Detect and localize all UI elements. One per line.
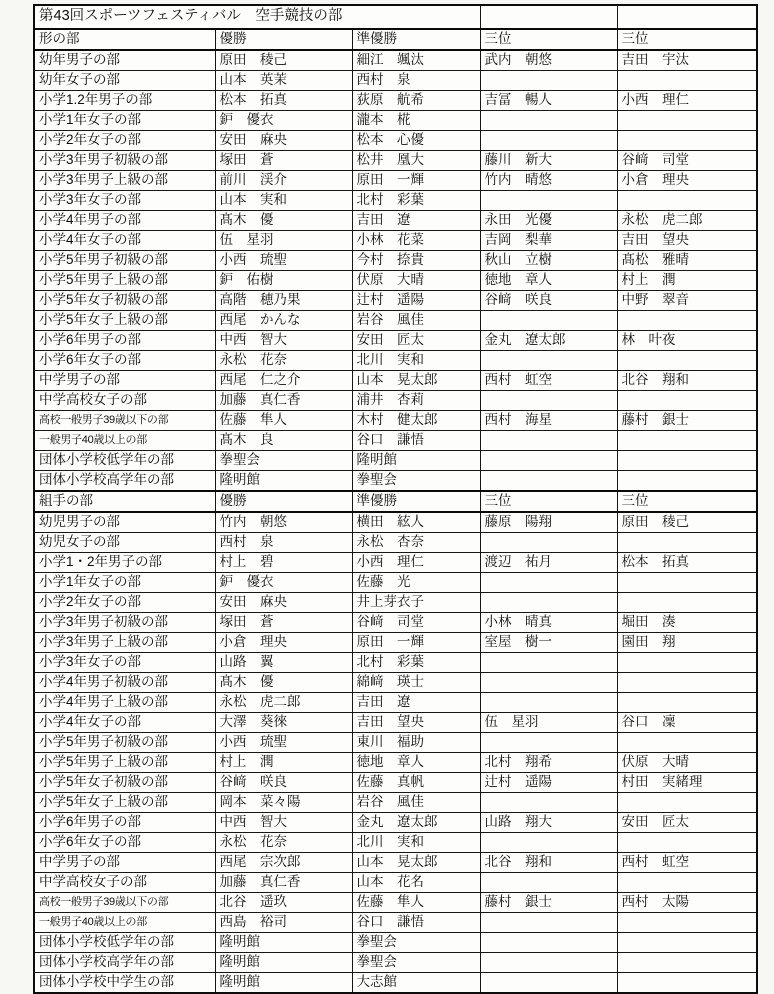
- table-row: [34, 973, 757, 994]
- third-place-cell-2: 吉田 宇汰: [617, 50, 757, 71]
- division-cell: 一般男子40歳以上の部: [34, 431, 215, 451]
- third-place-cell: [480, 733, 617, 753]
- division-cell: 小学4年男子初級の部: [34, 673, 215, 693]
- third-place-cell-2: [617, 573, 757, 593]
- division-cell: 小学5年男子初級の部: [34, 251, 215, 271]
- division-cell: 小学1・2年男子の部: [34, 553, 215, 573]
- winner-cell: 高階 穂乃果: [215, 291, 352, 311]
- runner-up-cell: 岩谷 風佳: [352, 793, 480, 813]
- division-cell: 小学4年男子の部: [34, 211, 215, 231]
- third-place-cell-2: [617, 673, 757, 693]
- third-place-cell-2: 谷﨑 司堂: [617, 151, 757, 171]
- division-cell: 小学1年女子の部: [34, 573, 215, 593]
- table-row: [34, 191, 757, 211]
- table-row: [34, 451, 757, 471]
- column-header: 三位: [617, 29, 757, 50]
- division-cell: 小学5年女子初級の部: [34, 291, 215, 311]
- third-place-cell: [480, 351, 617, 371]
- runner-up-cell: 瀧本 椛: [352, 111, 480, 131]
- title-empty-cell: [480, 5, 617, 29]
- runner-up-cell: 佐藤 真帆: [352, 773, 480, 793]
- runner-up-cell: 東川 福助: [352, 733, 480, 753]
- column-header: 三位: [480, 29, 617, 50]
- winner-cell: 村上 潤: [215, 753, 352, 773]
- section-header-row: [34, 29, 757, 50]
- runner-up-cell: 山本 晃太郎: [352, 371, 480, 391]
- table-row: [34, 533, 757, 553]
- runner-up-cell: 今村 捺貴: [352, 251, 480, 271]
- division-cell: 中学男子の部: [34, 371, 215, 391]
- third-place-cell-2: 伏原 大晴: [617, 753, 757, 773]
- division-cell: 小学5年男子上級の部: [34, 271, 215, 291]
- third-place-cell: [480, 593, 617, 613]
- division-cell: 中学高校女子の部: [34, 391, 215, 411]
- winner-cell: 西島 裕司: [215, 913, 352, 933]
- winner-cell: 西尾 宗次郎: [215, 853, 352, 873]
- third-place-cell: 辻村 遥陽: [480, 773, 617, 793]
- third-place-cell: [480, 573, 617, 593]
- runner-up-cell: 小林 花菜: [352, 231, 480, 251]
- table-row: [34, 371, 757, 391]
- winner-cell: 竹内 朝悠: [215, 512, 352, 533]
- table-row: [34, 151, 757, 171]
- third-place-cell-2: 西村 太陽: [617, 893, 757, 913]
- third-place-cell-2: 吉田 望央: [617, 231, 757, 251]
- table-row: [34, 411, 757, 431]
- third-place-cell: 秋山 立樹: [480, 251, 617, 271]
- winner-cell: 髙木 優: [215, 673, 352, 693]
- table-row: [34, 251, 757, 271]
- division-cell: 小学6年男子の部: [34, 813, 215, 833]
- table-row: [34, 913, 757, 933]
- table-row: [34, 351, 757, 371]
- runner-up-cell: 佐藤 隼人: [352, 893, 480, 913]
- table-row: [34, 231, 757, 251]
- winner-cell: 鈩 佑樹: [215, 271, 352, 291]
- third-place-cell: 渡辺 祐月: [480, 553, 617, 573]
- third-place-cell: 伍 星羽: [480, 713, 617, 733]
- third-place-cell: [480, 833, 617, 853]
- third-place-cell: [480, 693, 617, 713]
- third-place-cell-2: [617, 913, 757, 933]
- third-place-cell: [480, 391, 617, 411]
- winner-cell: 前川 渓介: [215, 171, 352, 191]
- third-place-cell: 吉岡 梨華: [480, 231, 617, 251]
- runner-up-cell: 谷口 謙悟: [352, 913, 480, 933]
- winner-cell: 髙木 良: [215, 431, 352, 451]
- runner-up-cell: 松井 凰大: [352, 151, 480, 171]
- runner-up-cell: 隆明館: [352, 451, 480, 471]
- runner-up-cell: 永松 杏奈: [352, 533, 480, 553]
- runner-up-cell: 吉田 遼: [352, 211, 480, 231]
- division-cell: 幼児男子の部: [34, 512, 215, 533]
- third-place-cell: [480, 131, 617, 151]
- winner-cell: 西村 泉: [215, 533, 352, 553]
- winner-cell: 鈩 優衣: [215, 111, 352, 131]
- table-row: [34, 953, 757, 973]
- third-place-cell-2: [617, 953, 757, 973]
- table-row: [34, 813, 757, 833]
- runner-up-cell: 徳地 章人: [352, 753, 480, 773]
- winner-cell: 中西 智大: [215, 813, 352, 833]
- winner-cell: 北谷 遥玖: [215, 893, 352, 913]
- runner-up-cell: 吉田 望央: [352, 713, 480, 733]
- runner-up-cell: 安田 匠太: [352, 331, 480, 351]
- kata-section: [34, 29, 757, 491]
- column-header: 三位: [480, 491, 617, 512]
- third-place-cell: [480, 873, 617, 893]
- third-place-cell-2: [617, 733, 757, 753]
- third-place-cell: 谷﨑 咲良: [480, 291, 617, 311]
- third-place-cell: [480, 953, 617, 973]
- third-place-cell-2: 小倉 理央: [617, 171, 757, 191]
- table-row: [34, 713, 757, 733]
- winner-cell: 加藤 真仁香: [215, 873, 352, 893]
- third-place-cell: 北谷 翔和: [480, 853, 617, 873]
- third-place-cell: [480, 793, 617, 813]
- third-place-cell: 小林 晴真: [480, 613, 617, 633]
- division-cell: 小学4年女子の部: [34, 231, 215, 251]
- runner-up-cell: 拳聖会: [352, 933, 480, 953]
- third-place-cell: 武内 朝悠: [480, 50, 617, 71]
- third-place-cell: 永田 光優: [480, 211, 617, 231]
- division-cell: 小学5年女子初級の部: [34, 773, 215, 793]
- third-place-cell: 吉冨 暢人: [480, 91, 617, 111]
- division-cell: 団体小学校低学年の部: [34, 933, 215, 953]
- third-place-cell-2: [617, 191, 757, 211]
- runner-up-cell: 細江 颯汰: [352, 50, 480, 71]
- third-place-cell-2: [617, 351, 757, 371]
- third-place-cell: 藤川 新大: [480, 151, 617, 171]
- table-row: [34, 773, 757, 793]
- winner-cell: 山本 実和: [215, 191, 352, 211]
- runner-up-cell: 山本 花名: [352, 873, 480, 893]
- winner-cell: 髙木 優: [215, 211, 352, 231]
- winner-cell: 小倉 理央: [215, 633, 352, 653]
- table-row: [34, 573, 757, 593]
- third-place-cell-2: 小西 理仁: [617, 91, 757, 111]
- division-cell: 小学5年男子上級の部: [34, 753, 215, 773]
- third-place-cell: [480, 111, 617, 131]
- third-place-cell-2: [617, 873, 757, 893]
- third-place-cell-2: 村田 実緒理: [617, 773, 757, 793]
- runner-up-cell: 浦井 杏莉: [352, 391, 480, 411]
- winner-cell: 永松 虎二郎: [215, 693, 352, 713]
- winner-cell: 永松 花奈: [215, 351, 352, 371]
- column-header: 三位: [617, 491, 757, 512]
- winner-cell: 小西 琉聖: [215, 251, 352, 271]
- third-place-cell-2: [617, 111, 757, 131]
- third-place-cell: [480, 311, 617, 331]
- division-cell: 団体小学校高学年の部: [34, 953, 215, 973]
- runner-up-cell: 大志館: [352, 973, 480, 994]
- table-row: [34, 553, 757, 573]
- division-cell: 高校一般男子39歳以下の部: [34, 893, 215, 913]
- division-cell: 中学男子の部: [34, 853, 215, 873]
- third-place-cell: 金丸 遼太郎: [480, 331, 617, 351]
- winner-cell: 塚田 蒼: [215, 613, 352, 633]
- third-place-cell-2: [617, 131, 757, 151]
- third-place-cell: 北村 翔希: [480, 753, 617, 773]
- winner-cell: 塚田 蒼: [215, 151, 352, 171]
- winner-cell: 加藤 真仁香: [215, 391, 352, 411]
- winner-cell: 隆明館: [215, 973, 352, 994]
- third-place-cell: [480, 653, 617, 673]
- table-row: [34, 71, 757, 91]
- winner-cell: 西尾 かんな: [215, 311, 352, 331]
- runner-up-cell: 横田 絃人: [352, 512, 480, 533]
- title-row: [34, 5, 757, 29]
- runner-up-cell: 井上芽衣子: [352, 593, 480, 613]
- third-place-cell-2: 西村 虹空: [617, 853, 757, 873]
- runner-up-cell: 辻村 遥陽: [352, 291, 480, 311]
- winner-cell: 松本 拓真: [215, 91, 352, 111]
- winner-cell: 谷﨑 咲良: [215, 773, 352, 793]
- division-cell: 小学6年女子の部: [34, 833, 215, 853]
- third-place-cell-2: [617, 471, 757, 492]
- third-place-cell: [480, 471, 617, 492]
- table-row: [34, 653, 757, 673]
- third-place-cell-2: 永松 虎二郎: [617, 211, 757, 231]
- table-row: [34, 271, 757, 291]
- column-header: 形の部: [34, 29, 215, 50]
- table-row: [34, 833, 757, 853]
- runner-up-cell: 金丸 遼太郎: [352, 813, 480, 833]
- runner-up-cell: 北川 実和: [352, 833, 480, 853]
- third-place-cell-2: 堀田 湊: [617, 613, 757, 633]
- third-place-cell: [480, 533, 617, 553]
- third-place-cell-2: 谷口 凜: [617, 713, 757, 733]
- third-place-cell-2: 北谷 翔和: [617, 371, 757, 391]
- runner-up-cell: 北村 彩葉: [352, 653, 480, 673]
- third-place-cell: [480, 973, 617, 994]
- third-place-cell-2: 中野 翠音: [617, 291, 757, 311]
- winner-cell: 安田 麻央: [215, 131, 352, 151]
- runner-up-cell: 山本 晃太郎: [352, 853, 480, 873]
- title-empty-cell: [617, 5, 757, 29]
- division-cell: 小学3年男子初級の部: [34, 613, 215, 633]
- division-cell: 一般男子40歳以上の部: [34, 913, 215, 933]
- third-place-cell-2: [617, 391, 757, 411]
- division-cell: 中学高校女子の部: [34, 873, 215, 893]
- column-header: 準優勝: [352, 29, 480, 50]
- third-place-cell-2: 原田 稜己: [617, 512, 757, 533]
- third-place-cell: 室屋 樹一: [480, 633, 617, 653]
- runner-up-cell: 北川 実和: [352, 351, 480, 371]
- third-place-cell-2: 松本 拓真: [617, 553, 757, 573]
- table-row: [34, 613, 757, 633]
- winner-cell: 中西 智大: [215, 331, 352, 351]
- table-row: [34, 753, 757, 773]
- third-place-cell: 西村 虹空: [480, 371, 617, 391]
- third-place-cell-2: [617, 533, 757, 553]
- page-title: 第43回スポーツフェスティバル 空手競技の部: [34, 5, 480, 29]
- winner-cell: 村上 碧: [215, 553, 352, 573]
- winner-cell: 原田 稜己: [215, 50, 352, 71]
- kumite-section: [34, 491, 757, 993]
- table-row: [34, 111, 757, 131]
- karate-results-table: [33, 4, 758, 994]
- column-header: 準優勝: [352, 491, 480, 512]
- table-row: [34, 893, 757, 913]
- third-place-cell-2: [617, 833, 757, 853]
- runner-up-cell: 北村 彩葉: [352, 191, 480, 211]
- table-row: [34, 131, 757, 151]
- third-place-cell-2: 安田 匠太: [617, 813, 757, 833]
- table-row: [34, 311, 757, 331]
- division-cell: 小学3年男子上級の部: [34, 633, 215, 653]
- column-header: 優勝: [215, 491, 352, 512]
- winner-cell: 山本 英茉: [215, 71, 352, 91]
- division-cell: 小学2年女子の部: [34, 131, 215, 151]
- table-row: [34, 471, 757, 492]
- table-row: [34, 50, 757, 71]
- winner-cell: 岡本 菜々陽: [215, 793, 352, 813]
- runner-up-cell: 佐藤 光: [352, 573, 480, 593]
- winner-cell: 隆明館: [215, 953, 352, 973]
- division-cell: 小学3年男子初級の部: [34, 151, 215, 171]
- section-header-row: [34, 491, 757, 512]
- table-row: [34, 933, 757, 953]
- runner-up-cell: 原田 一輝: [352, 171, 480, 191]
- third-place-cell: 山路 翔大: [480, 813, 617, 833]
- division-cell: 小学3年男子上級の部: [34, 171, 215, 191]
- table-row: [34, 693, 757, 713]
- table-row: [34, 431, 757, 451]
- winner-cell: 山路 翼: [215, 653, 352, 673]
- division-cell: 団体小学校中学生の部: [34, 973, 215, 994]
- table-row: [34, 853, 757, 873]
- division-cell: 小学3年女子の部: [34, 653, 215, 673]
- table-row: [34, 633, 757, 653]
- runner-up-cell: 拳聖会: [352, 471, 480, 492]
- third-place-cell-2: [617, 311, 757, 331]
- winner-cell: 鈩 優衣: [215, 573, 352, 593]
- winner-cell: 大澤 葵徠: [215, 713, 352, 733]
- third-place-cell-2: [617, 593, 757, 613]
- division-cell: 小学4年女子の部: [34, 713, 215, 733]
- runner-up-cell: 木村 健太郎: [352, 411, 480, 431]
- division-cell: 小学1.2年男子の部: [34, 91, 215, 111]
- winner-cell: 佐藤 隼人: [215, 411, 352, 431]
- table-row: [34, 512, 757, 533]
- runner-up-cell: 荻原 航希: [352, 91, 480, 111]
- division-cell: 小学3年女子の部: [34, 191, 215, 211]
- table-row: [34, 593, 757, 613]
- runner-up-cell: 拳聖会: [352, 953, 480, 973]
- third-place-cell: [480, 933, 617, 953]
- table-row: [34, 171, 757, 191]
- table-row: [34, 291, 757, 311]
- third-place-cell: 竹内 晴悠: [480, 171, 617, 191]
- runner-up-cell: 松本 心優: [352, 131, 480, 151]
- table-row: [34, 733, 757, 753]
- table-row: [34, 793, 757, 813]
- third-place-cell-2: [617, 653, 757, 673]
- third-place-cell: 藤村 銀士: [480, 893, 617, 913]
- third-place-cell-2: 髙松 雅晴: [617, 251, 757, 271]
- winner-cell: 西尾 仁之介: [215, 371, 352, 391]
- division-cell: 小学2年女子の部: [34, 593, 215, 613]
- third-place-cell: [480, 71, 617, 91]
- winner-cell: 永松 花奈: [215, 833, 352, 853]
- winner-cell: 小西 琉聖: [215, 733, 352, 753]
- division-cell: 団体小学校低学年の部: [34, 451, 215, 471]
- division-cell: 小学5年女子上級の部: [34, 311, 215, 331]
- third-place-cell: 徳地 章人: [480, 271, 617, 291]
- division-cell: 小学6年男子の部: [34, 331, 215, 351]
- third-place-cell: [480, 431, 617, 451]
- third-place-cell-2: 林 叶夜: [617, 331, 757, 351]
- third-place-cell-2: [617, 431, 757, 451]
- runner-up-cell: 谷口 謙悟: [352, 431, 480, 451]
- runner-up-cell: 西村 泉: [352, 71, 480, 91]
- table-row: [34, 391, 757, 411]
- column-header: 優勝: [215, 29, 352, 50]
- runner-up-cell: 谷﨑 司堂: [352, 613, 480, 633]
- third-place-cell-2: 園田 翔: [617, 633, 757, 653]
- third-place-cell: [480, 913, 617, 933]
- third-place-cell-2: 藤村 銀士: [617, 411, 757, 431]
- division-cell: 幼年女子の部: [34, 71, 215, 91]
- third-place-cell-2: [617, 973, 757, 994]
- winner-cell: 拳聖会: [215, 451, 352, 471]
- third-place-cell: [480, 673, 617, 693]
- winner-cell: 隆明館: [215, 471, 352, 492]
- runner-up-cell: 岩谷 風佳: [352, 311, 480, 331]
- division-cell: 高校一般男子39歳以下の部: [34, 411, 215, 431]
- division-cell: 小学4年男子上級の部: [34, 693, 215, 713]
- winner-cell: 隆明館: [215, 933, 352, 953]
- runner-up-cell: 綿﨑 瑛士: [352, 673, 480, 693]
- table-row: [34, 211, 757, 231]
- division-cell: 小学6年女子の部: [34, 351, 215, 371]
- runner-up-cell: 小西 理仁: [352, 553, 480, 573]
- runner-up-cell: 吉田 遼: [352, 693, 480, 713]
- division-cell: 幼児女子の部: [34, 533, 215, 553]
- division-cell: 小学1年女子の部: [34, 111, 215, 131]
- table-row: [34, 331, 757, 351]
- winner-cell: 安田 麻央: [215, 593, 352, 613]
- third-place-cell: [480, 191, 617, 211]
- table-row: [34, 91, 757, 111]
- third-place-cell-2: 村上 潤: [617, 271, 757, 291]
- third-place-cell: 西村 海星: [480, 411, 617, 431]
- third-place-cell: 藤原 陽翔: [480, 512, 617, 533]
- third-place-cell-2: [617, 693, 757, 713]
- runner-up-cell: 原田 一輝: [352, 633, 480, 653]
- runner-up-cell: 伏原 大晴: [352, 271, 480, 291]
- division-cell: 幼年男子の部: [34, 50, 215, 71]
- winner-cell: 伍 星羽: [215, 231, 352, 251]
- third-place-cell-2: [617, 451, 757, 471]
- third-place-cell-2: [617, 793, 757, 813]
- third-place-cell-2: [617, 933, 757, 953]
- third-place-cell: [480, 451, 617, 471]
- column-header: 組手の部: [34, 491, 215, 512]
- table-row: [34, 873, 757, 893]
- table-row: [34, 673, 757, 693]
- third-place-cell-2: [617, 71, 757, 91]
- division-cell: 団体小学校高学年の部: [34, 471, 215, 492]
- division-cell: 小学5年男子初級の部: [34, 733, 215, 753]
- division-cell: 小学5年女子上級の部: [34, 793, 215, 813]
